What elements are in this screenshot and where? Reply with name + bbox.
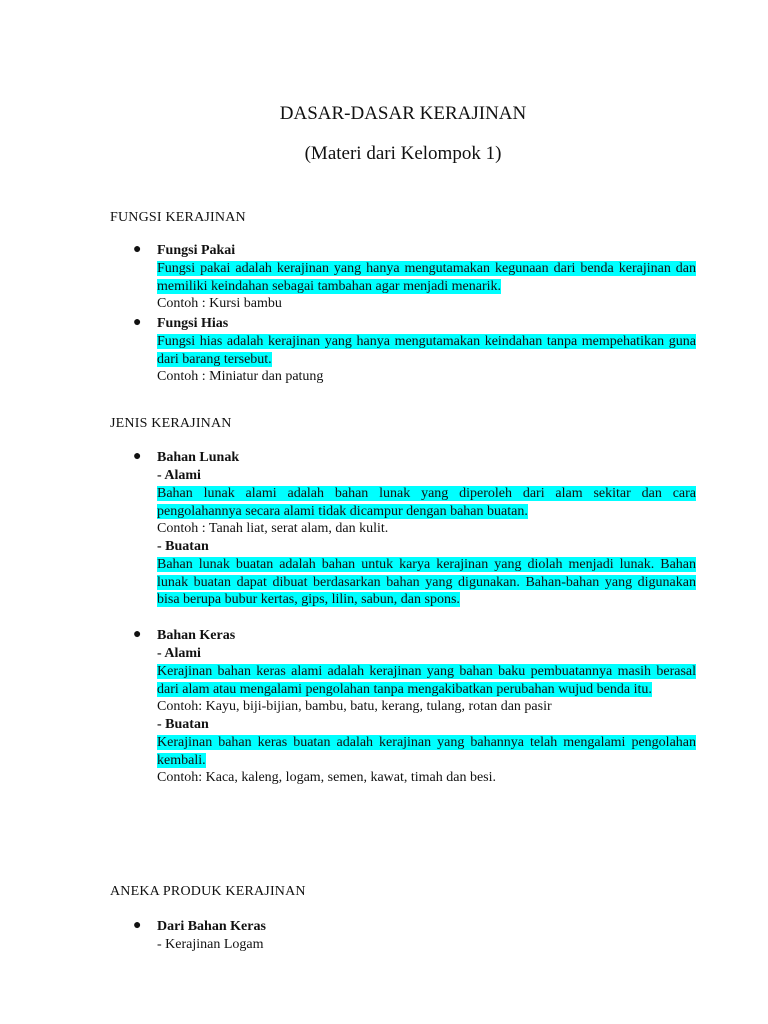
- bullet-icon: ●: [133, 315, 142, 330]
- subheading-buatan: - Buatan: [157, 717, 209, 733]
- section-heading-jenis: JENIS KERAJINAN: [110, 416, 232, 431]
- section-heading-fungsi: FUNGSI KERAJINAN: [110, 210, 246, 225]
- item-description: Fungsi pakai adalah kerajinan yang hanya mengutamakan kegunaan dari benda kerajinan dan memiliki keindahan sebagai tambahan agar menjadi menarik.: [157, 261, 696, 294]
- bullet-icon: ●: [133, 627, 142, 642]
- item-description: Bahan lunak buatan adalah bahan untuk karya kerajinan yang diolah menjadi lunak. Bahan lunak buatan dapat dibuat berdasarkan bahan yang digunakan. Bahan-bahan yang digunakan bisa berupa bubur kertas, gips, lilin, sabun, dan spons.: [157, 557, 696, 608]
- document-subtitle: (Materi dari Kelompok 1): [304, 143, 502, 164]
- item-title: Fungsi Pakai: [157, 243, 236, 258]
- item-description: Fungsi hias adalah kerajinan yang hanya mengutamakan keindahan tanpa mempehatikan guna dari barang tersebut.: [157, 334, 696, 367]
- item-title: Dari Bahan Keras: [157, 919, 266, 934]
- bullet-icon: ●: [133, 242, 142, 257]
- list-item-bahan-keras: [133, 627, 696, 787]
- subheading-buatan: - Buatan: [157, 539, 209, 555]
- list-item-fungsi-hias: [133, 315, 696, 386]
- item-example: Contoh: Kaca, kaleng, logam, semen, kawat, timah dan besi.: [157, 770, 497, 786]
- item-description: Kerajinan bahan keras buatan adalah kerajinan yang bahannya telah mengalami pengolahan kembali.: [157, 735, 696, 768]
- document-title: DASAR-DASAR KERAJINAN: [279, 103, 527, 124]
- item-description: Bahan lunak alami adalah bahan lunak yang diperoleh dari alam sekitar dan cara pengolahannya secara alami tidak dicampur dengan bahan buatan.: [157, 486, 696, 519]
- item-title: Fungsi Hias: [157, 316, 229, 331]
- item-example: Contoh : Tanah liat, serat alam, dan kulit.: [157, 521, 389, 537]
- item-example: Contoh : Miniatur dan patung: [157, 369, 324, 385]
- item-example: Contoh: Kayu, biji-bijian, bambu, batu, kerang, tulang, rotan dan pasir: [157, 699, 552, 715]
- item-description: Kerajinan bahan keras alami adalah kerajinan yang bahan baku pembuatannya masih berasal dari alam atau mengalami pengolahan tanpa mengakibatkan perubahan wujud benda itu.: [157, 664, 696, 697]
- section-heading-aneka: ANEKA PRODUK KERAJINAN: [110, 884, 306, 899]
- item-title: Bahan Lunak: [157, 450, 240, 465]
- item-example: Contoh : Kursi bambu: [157, 296, 282, 312]
- list-item-bahan-lunak: [133, 449, 696, 609]
- list-item-dari-bahan-keras: [133, 918, 696, 954]
- bullet-icon: ●: [133, 449, 142, 464]
- subheading-alami: - Alami: [157, 646, 201, 661]
- item-subitem: - Kerajinan Logam: [157, 937, 264, 952]
- bullet-icon: ●: [133, 918, 142, 933]
- item-title: Bahan Keras: [157, 628, 236, 643]
- subheading-alami: - Alami: [157, 468, 201, 483]
- list-item-fungsi-pakai: [133, 242, 696, 313]
